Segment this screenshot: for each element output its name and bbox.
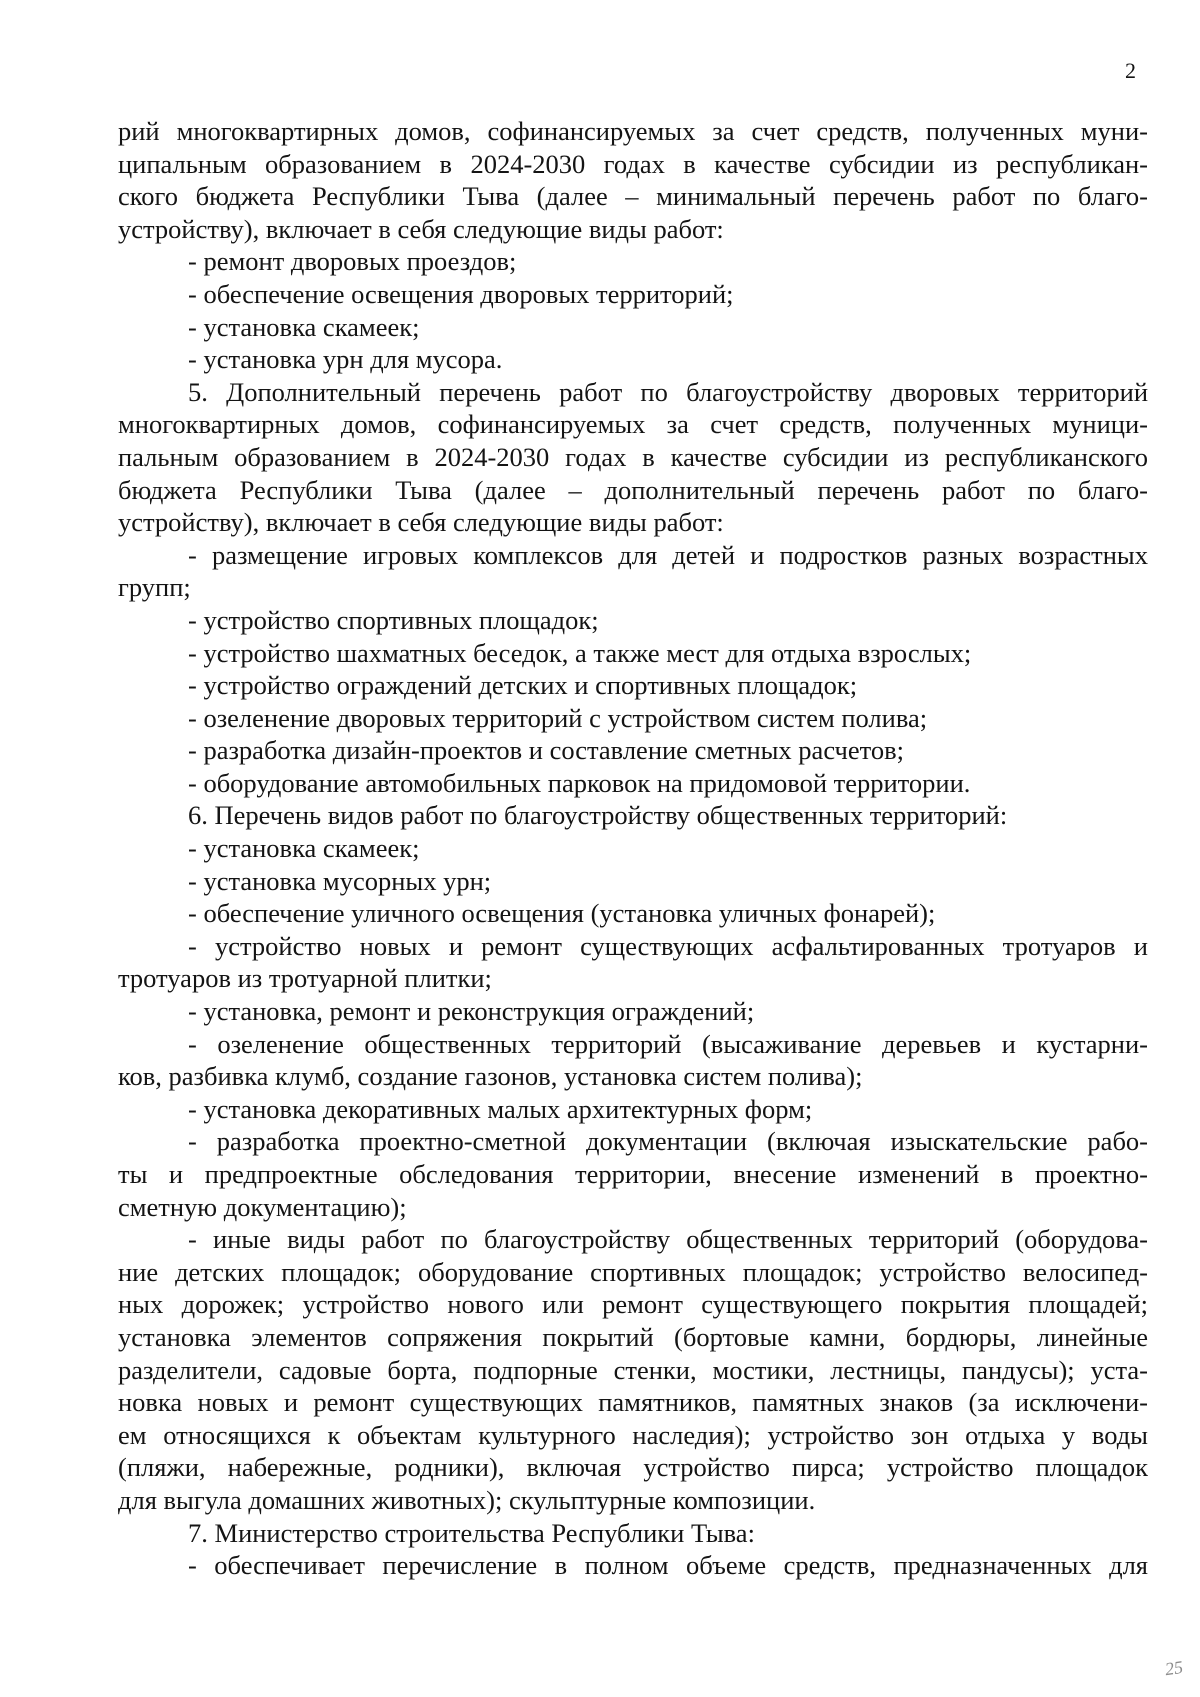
text-line: сметную документацию);	[118, 1191, 407, 1222]
text-line: - установка, ремонт и реконструкция ограждений;	[188, 996, 755, 1027]
text-line: - размещение игровых комплексов для детей и подростков разных возрастных	[188, 539, 1148, 570]
page-number: 2	[1125, 58, 1136, 83]
text-line: ние детских площадок; оборудование спортивных площадок; устройство велосипед-	[118, 1256, 1148, 1287]
text-line: - озеленение общественных территорий (высаживание деревьев и кустарни-	[188, 1028, 1148, 1059]
text-line: ков, разбивка клумб, создание газонов, установка систем полива);	[118, 1061, 863, 1092]
text-line: разделители, садовые борта, подпорные стенки, мостики, лестницы, пандусы); уста-	[118, 1354, 1148, 1385]
text-line: пальным образованием в 2024-2030 годах в качестве субсидии из республиканского	[118, 441, 1148, 472]
text-line: ных дорожек; устройство нового или ремонт существующего покрытия площадей;	[118, 1289, 1148, 1320]
text-line: ем относящихся к объектам культурного наследия); устройство зон отдыха у воды	[118, 1419, 1148, 1450]
text-line: (пляжи, набережные, родники), включая устройство пирса; устройство площадок	[118, 1452, 1148, 1483]
text-line: 6. Перечень видов работ по благоустройству общественных территорий:	[188, 800, 1008, 831]
text-line: - установка скамеек;	[188, 833, 420, 864]
text-line: - оборудование автомобильных парковок на придомовой территории.	[188, 767, 971, 798]
text-line: устройству), включает в себя следующие виды работ:	[118, 213, 724, 244]
text-line: ского бюджета Республики Тыва (далее – минимальный перечень работ по благо-	[118, 181, 1148, 212]
text-line: новка новых и ремонт существующих памятников, памятных знаков (за исключени-	[118, 1387, 1148, 1418]
text-line: - установка декоративных малых архитектурных форм;	[188, 1093, 813, 1124]
text-line: бюджета Республики Тыва (далее – дополнительный перечень работ по благо-	[118, 474, 1148, 505]
text-line: - обеспечение освещения дворовых территорий;	[188, 278, 734, 309]
text-line: - установка мусорных урн;	[188, 865, 492, 896]
text-line: - разработка проектно-сметной документации (включая изыскательские рабо-	[188, 1126, 1148, 1157]
text-line: - обеспечивает перечисление в полном объеме средств, предназначенных для	[188, 1550, 1148, 1581]
text-line: - устройство новых и ремонт существующих асфальтированных тротуаров и	[188, 930, 1148, 961]
text-line: - устройство шахматных беседок, а также мест для отдыха взрослых;	[188, 637, 972, 668]
text-line: для выгула домашних животных); скульптурные композиции.	[118, 1484, 816, 1515]
text-line: - устройство ограждений детских и спортивных площадок;	[188, 670, 858, 701]
text-line: тротуаров из тротуарной плитки;	[118, 963, 492, 994]
text-line: - установка скамеек;	[188, 311, 420, 342]
text-line: - устройство спортивных площадок;	[188, 604, 599, 635]
text-line: устройству), включает в себя следующие виды работ:	[118, 507, 724, 538]
text-line: - разработка дизайн-проектов и составление сметных расчетов;	[188, 735, 904, 766]
text-line: групп;	[118, 572, 191, 603]
text-line: - ремонт дворовых проездов;	[188, 246, 517, 277]
text-line: ты и предпроектные обследования территории, внесение изменений в проектно-	[118, 1159, 1148, 1189]
text-line: установка элементов сопряжения покрытий (бортовые камни, бордюры, линейные	[118, 1321, 1148, 1352]
text-line: - иные виды работ по благоустройству общественных территорий (оборудова-	[188, 1224, 1148, 1255]
text-line: - озеленение дворовых территорий с устройством систем полива;	[188, 702, 928, 733]
text-line: рий многоквартирных домов, софинансируемых за счет средств, полученных муни-	[118, 116, 1148, 146]
document-body	[118, 115, 1148, 1582]
text-line: 5. Дополнительный перечень работ по благоустройству дворовых территорий	[188, 376, 1148, 407]
text-line: - установка урн для мусора.	[188, 344, 503, 375]
handwritten-margin-mark: 25	[1163, 1656, 1185, 1680]
text-line: 7. Министерство строительства Республики Тыва:	[188, 1517, 755, 1548]
text-line: ципальным образованием в 2024-2030 годах в качестве субсидии из республикан-	[118, 148, 1148, 179]
text-line: многоквартирных домов, софинансируемых за счет средств, полученных муници-	[118, 409, 1148, 440]
text-line: - обеспечение уличного освещения (установка уличных фонарей);	[188, 898, 936, 929]
